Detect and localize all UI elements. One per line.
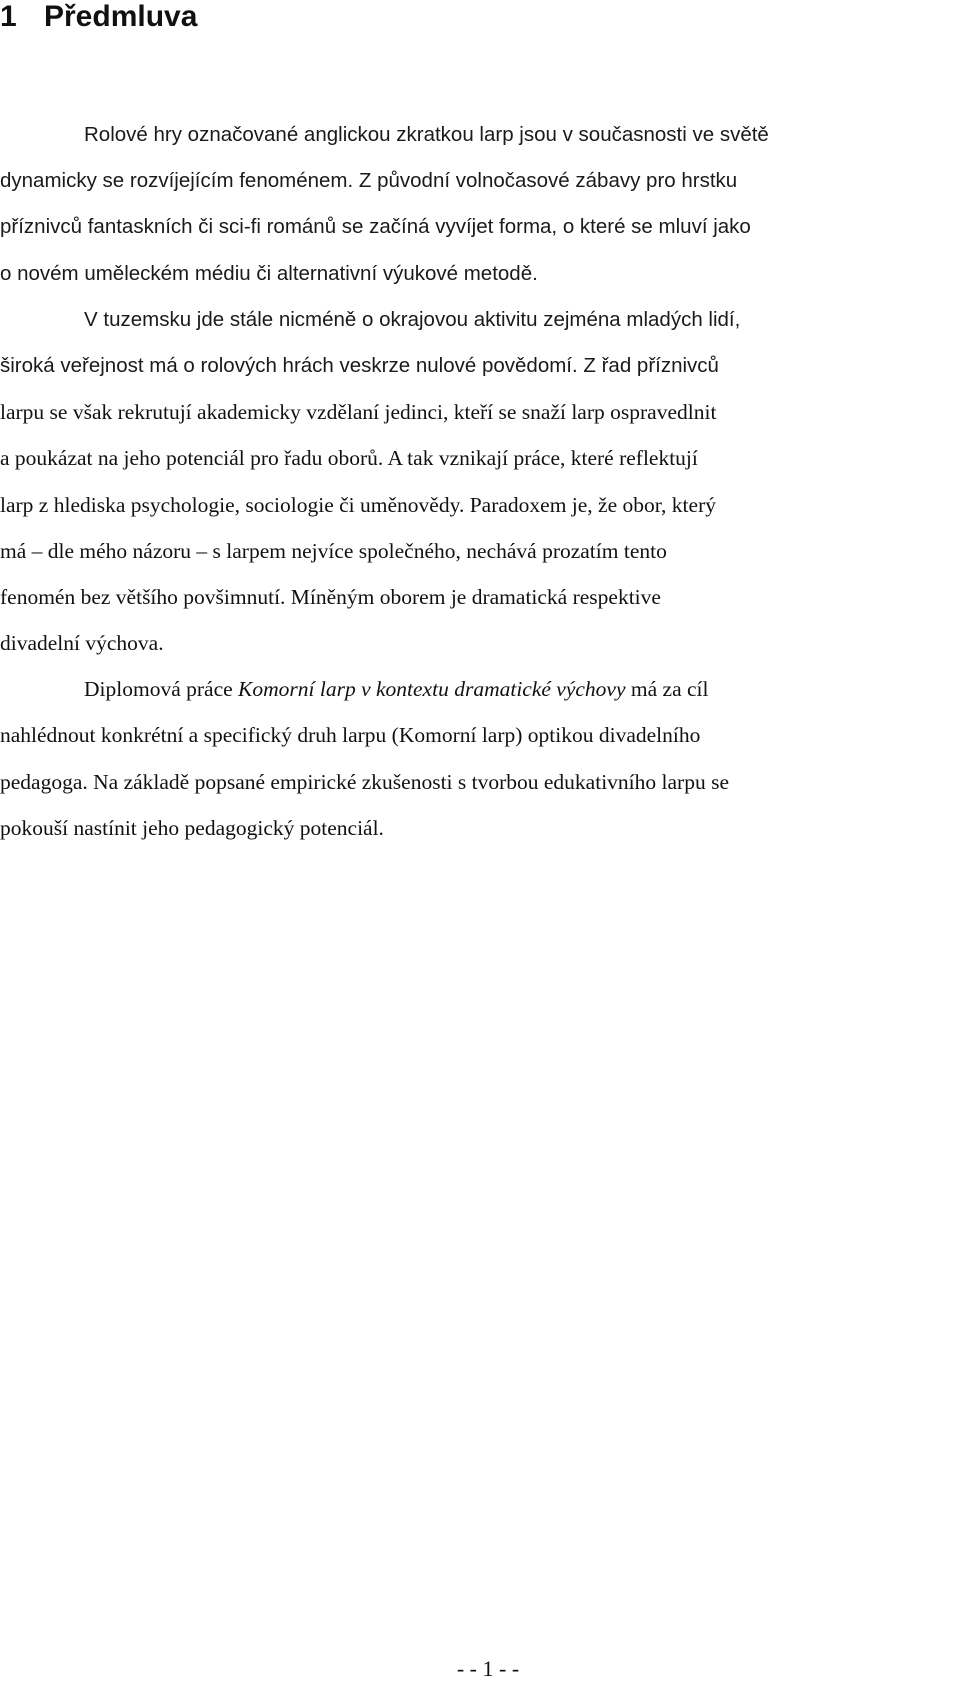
paragraph-line: fenomén bez většího povšimnutí. Míněným oborem je dramatická respektive xyxy=(0,584,661,609)
paragraph-line: nahlédnout konkrétní a specifický druh larpu (Komorní larp) optikou divadelního xyxy=(0,723,701,748)
paragraph-line: divadelní výchova. xyxy=(0,631,164,656)
page-number: - - 1 - - xyxy=(456,1656,520,1681)
paragraph-line: má – dle mého názoru – s larpem nejvíce společného, nechává prozatím tento xyxy=(0,538,667,563)
paragraph-text: Diplomová práce xyxy=(84,677,239,702)
paragraph-text: má za cíl xyxy=(625,677,709,702)
chapter-number: 1 xyxy=(0,0,17,33)
thesis-title: Komorní larp v kontextu dramatické výchovy xyxy=(238,677,626,702)
paragraph-1 xyxy=(0,112,940,297)
paragraph-line: larp z hlediska psychologie, sociologie či uměnovědy. Paradoxem je, že obor, který xyxy=(0,492,716,517)
page-footer xyxy=(0,1655,960,1683)
paragraph-line: příznivců fantaskních či sci-fi románů se začíná vyvíjet forma, o které se mluví jako xyxy=(0,215,751,239)
paragraph-2 xyxy=(0,297,940,667)
paragraph-3 xyxy=(0,666,940,851)
paragraph-line: dynamicky se rozvíjejícím fenoménem. Z původní volnočasové zábavy pro hrstku xyxy=(0,169,738,193)
chapter-heading xyxy=(0,0,197,34)
chapter-title: Předmluva xyxy=(44,0,198,33)
paragraph-line: pokouší nastínit jeho pedagogický potenciál. xyxy=(0,815,384,840)
paragraph-line: Rolové hry označované anglickou zkratkou larp jsou v současnosti ve světě xyxy=(84,123,769,146)
paragraph-line: V tuzemsku jde stále nicméně o okrajovou aktivitu zejména mladých lidí, xyxy=(84,307,741,331)
paragraph-line: široká veřejnost má o rolových hrách veskrze nulové povědomí. Z řad příznivců xyxy=(0,353,719,377)
paragraph-line: larpu se však rekrutují akademicky vzdělaní jedinci, kteří se snaží larp ospravedlnit xyxy=(0,400,717,425)
paragraph-line: o novém uměleckém médiu či alternativní výukové metodě. xyxy=(0,261,538,285)
paragraph-line: pedagoga. Na základě popsané empirické zkušenosti s tvorbou edukativního larpu se xyxy=(0,769,729,794)
body-text xyxy=(0,112,940,851)
paragraph-line: a poukázat na jeho potenciál pro řadu oborů. A tak vznikají práce, které reflektují xyxy=(0,446,698,471)
paragraph-line xyxy=(0,666,940,712)
